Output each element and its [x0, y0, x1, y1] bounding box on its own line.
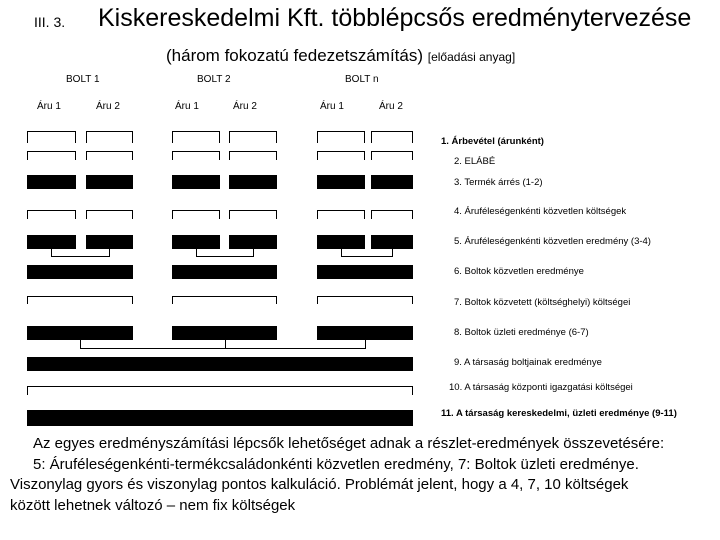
goods-label: Áru 1 — [37, 101, 61, 112]
step-label-7: 7. Boltok közvetett (költséghelyi) költségei — [454, 297, 631, 308]
shop-direct-result-bar — [317, 265, 413, 279]
goods-label: Áru 2 — [96, 101, 120, 112]
connector — [196, 256, 254, 257]
section-number: III. 3. — [34, 14, 66, 30]
page-title: Kiskereskedelmi Kft. többlépcsős eredménytervezése — [98, 4, 692, 32]
step-label-6: 6. Boltok közvetlen eredménye — [454, 266, 584, 277]
direct-cost-bracket — [371, 210, 413, 219]
explanation-line: 5: Áruféleségenkénti-termékcsaládonkénti közvetlen eredmény, 7: Boltok üzleti eredménye. — [33, 455, 639, 473]
product-result-bar — [27, 235, 76, 249]
product-result-bar — [229, 235, 277, 249]
step-label-3: 3. Termék árrés (1-2) — [454, 177, 543, 188]
step-label-5: 5. Áruféleségenkénti közvetlen eredmény (3-4) — [454, 236, 651, 247]
company-shops-result-bar — [27, 357, 413, 371]
margin-bar — [172, 175, 220, 189]
subtitle-text: (három fokozatú fedezetszámítás) — [166, 46, 424, 65]
cost-bracket — [27, 151, 76, 160]
shop-result-bar — [172, 326, 277, 340]
margin-bar — [86, 175, 133, 189]
cost-bracket — [172, 151, 220, 160]
goods-label: Áru 2 — [233, 101, 257, 112]
product-result-bar — [86, 235, 133, 249]
step-label-9: 9. A társaság boltjainak eredménye — [454, 357, 602, 368]
revenue-bracket — [371, 131, 413, 143]
explanation-line: Az egyes eredményszámítási lépcsők lehetőséget adnak a részlet-eredmények összevetésére: — [33, 435, 665, 452]
step-label-10: 10. A társaság központi igazgatási költségei — [449, 382, 633, 393]
company-result-bar — [27, 410, 413, 426]
explanation-line: között lehetnek változó – nem fix költségek — [10, 496, 296, 514]
margin-bar — [317, 175, 365, 189]
product-result-bar — [371, 235, 413, 249]
goods-label: Áru 1 — [320, 101, 344, 112]
margin-bar — [371, 175, 413, 189]
connector — [80, 348, 366, 349]
explanation-line: Viszonylag gyors és viszonylag pontos kalkuláció. Problémát jelent, hogy a 4, 7, 10 költségek — [10, 476, 629, 493]
step-label-2: 2. ELÁBÉ — [454, 156, 496, 167]
shop-cost-bracket — [317, 296, 413, 304]
central-cost-bracket — [27, 386, 413, 395]
shop-result-bar — [27, 326, 133, 340]
connector — [341, 256, 393, 257]
shop-direct-result-bar — [172, 265, 277, 279]
shop-cost-bracket — [172, 296, 277, 304]
cost-bracket — [229, 151, 277, 160]
cost-bracket — [371, 151, 413, 160]
shop-direct-result-bar — [27, 265, 133, 279]
direct-cost-bracket — [229, 210, 277, 219]
shop-label-n: BOLT n — [345, 74, 379, 85]
shop-label-2: BOLT 2 — [197, 74, 231, 85]
step-label-8: 8. Boltok üzleti eredménye (6-7) — [454, 327, 589, 338]
product-result-bar — [317, 235, 365, 249]
cost-bracket — [86, 151, 133, 160]
connector — [51, 256, 110, 257]
revenue-bracket — [317, 131, 365, 143]
cost-bracket — [317, 151, 365, 160]
product-result-bar — [172, 235, 220, 249]
margin-bar — [27, 175, 76, 189]
shop-cost-bracket — [27, 296, 133, 304]
step-label-11: 11. A társaság kereskedelmi, üzleti eredménye (9-11) — [441, 408, 677, 419]
direct-cost-bracket — [86, 210, 133, 219]
revenue-bracket — [86, 131, 133, 143]
direct-cost-bracket — [317, 210, 365, 219]
shop-result-bar — [317, 326, 413, 340]
goods-label: Áru 1 — [175, 101, 199, 112]
step-label-4: 4. Áruféleségenkénti közvetlen költségek — [454, 206, 627, 217]
revenue-bracket — [229, 131, 277, 143]
explanation-text — [10, 434, 710, 516]
revenue-bracket — [172, 131, 220, 143]
direct-cost-bracket — [172, 210, 220, 219]
subtitle-note: [előadási anyag] — [427, 50, 516, 64]
shop-label-1: BOLT 1 — [66, 74, 100, 85]
page-subtitle — [166, 46, 515, 66]
direct-cost-bracket — [27, 210, 76, 219]
step-label-1: 1. Árbevétel (árunként) — [441, 136, 544, 147]
revenue-bracket — [27, 131, 76, 143]
goods-label: Áru 2 — [379, 101, 403, 112]
margin-bar — [229, 175, 277, 189]
